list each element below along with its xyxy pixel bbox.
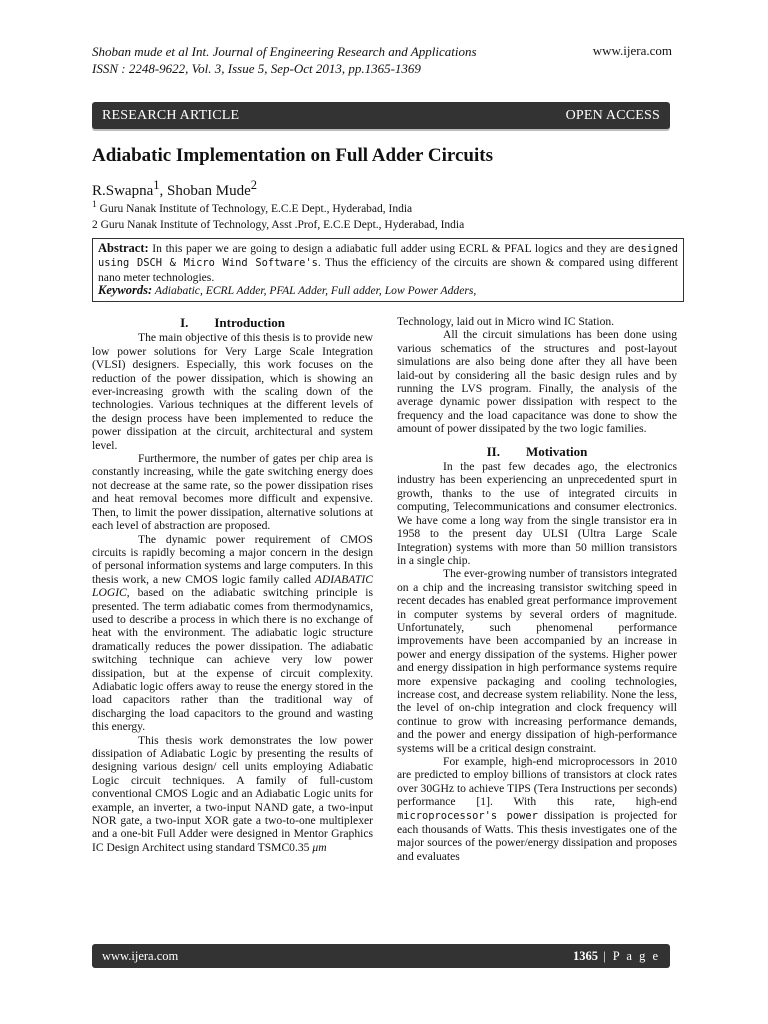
page-indicator: [573, 949, 660, 964]
author-separator: ,: [159, 183, 167, 199]
affiliation-1-text: Guru Nanak Institute of Technology, E.C.E Dept., Hyderabad, India: [96, 202, 413, 215]
intro-paragraph-1: The main objective of this thesis is to provide new low power solutions for Very Large Scale Integration (VLSI) designers. Especially, this work focuses on the reduction of the power dissipation, which is showing an ever-increasing growth with the scaling down of the technologies. Various techniques at the different levels of the design process have been implemented to reduce the power dissipation at the circuit, architectural and system level.: [92, 331, 373, 452]
page-number: 1365: [573, 948, 599, 963]
author-1-affil-mark: 1: [153, 178, 160, 192]
section-title: Introduction: [214, 315, 285, 330]
affiliation-1: [92, 197, 464, 217]
intro-p4-part-a: This thesis work demonstrates the low power dissipation of Adiabatic Logic by presenting the results of designing various design/ cell units employing Adiabatic Logic circuit techniques. A family of full-custom conventional CMOS Logic and an Adiabatic Logic units for example, an inverter, a two-input NAND gate, a two-input NOR gate, a two-input XOR gate a two-to-one multiplexer and a one-bit Full Adder were designed in Mentor Graphics IC Design Architect using standard TSMC0.35: [92, 733, 373, 854]
intro-continuation: Technology, laid out in Micro wind IC Station.: [397, 315, 615, 328]
journal-header: [92, 43, 572, 77]
section-title: Motivation: [525, 443, 588, 459]
access-type: OPEN ACCESS: [565, 107, 660, 123]
section-heading-introduction: [92, 316, 373, 329]
motivation-paragraph-2: The ever-growing number of transistors integrated on a chip and the increasing transistor switching speed in recent decades has enabled great performance improvement in computer systems by several orders of magnitude. Unfortunately, such phenomenal performance improvements have been accompanied by an increase in power and energy dissipation of the systems. Higher power and energy dissipation in high performance systems require more expensive packaging and cooling technologies, increase cost, and decrease system reliability. None the less, the level of on-chip integration and clock frequency will continue to grow with increasing performance demands, and the power and energy dissipation of high-performance systems will be a critical design constraint.: [397, 567, 677, 755]
page-label: | P a g e: [598, 948, 660, 963]
affiliations: [92, 197, 464, 233]
keywords-label: Keywords:: [98, 283, 153, 298]
abstract-box: [92, 238, 684, 302]
intro-paragraph-4: [92, 734, 373, 855]
intro-paragraph-2: Furthermore, the number of gates per chip area is constantly increasing, while the gate switching energy does not decrease at the same rate, so the power dissipation rises and heat removal becomes more difficult and expensive. Then, to limit the power dissipation, alternative solutions at each level of abstraction are proposed.: [92, 452, 373, 533]
article-banner: [92, 102, 670, 129]
keywords-text: Adiabatic, ECRL Adder, PFAL Adder, Full adder, Low Power Adders,: [152, 284, 477, 298]
abstract-text-mono: designed using DSCH & Micro Wind Software's: [98, 243, 678, 270]
motiv-p3-part-b: dissipation is projected for each thousands of Watts. This thesis investigates one of the major sources of the power/energy dissipation and proposes and evaluates: [397, 808, 677, 863]
journal-website[interactable]: www.ijera.com: [592, 43, 672, 58]
journal-citation: Shoban mude et al Int. Journal of Engineering Research and Applications: [92, 44, 477, 59]
left-column: [92, 315, 373, 854]
author-2-affil-mark: 2: [250, 178, 257, 192]
motiv-p3-mono: microprocessor's power: [397, 809, 538, 822]
section-number: I.: [180, 315, 189, 330]
intro-paragraph-5: All the circuit simulations has been done using various schematics of the structures and post-layout simulations are also being done after they all have been laid-out by considering all the basic design rules and by running the LVS program. Finally, the analysis of the average dynamic power dissipation with respect to the frequency and the load capacitance was done to show the amount of power dissipated by the two logic families.: [397, 328, 677, 436]
paper-title: Adiabatic Implementation on Full Adder Circuits: [92, 145, 493, 166]
abstract-label: Abstract:: [98, 241, 149, 255]
section-number: II.: [486, 443, 500, 459]
section-heading-motivation: [397, 445, 677, 458]
page-footer: [92, 944, 670, 968]
abstract-text-2: . Thus the efficiency of the circuits are shown & compared using different nano meter technologies.: [98, 256, 678, 284]
article-type: RESEARCH ARTICLE: [102, 107, 240, 123]
motivation-paragraph-3: [397, 755, 677, 863]
intro-p4-unit: μm: [312, 840, 327, 854]
abstract-text-1: In this paper we are going to design a adiabatic full adder using ECRL & PFAL logics and they are: [148, 242, 628, 255]
right-column: [397, 315, 677, 863]
intro-p3-part-a: The dynamic power requirement of CMOS circuits is rapidly becoming a major concern in the design of personal information systems and large computers. In this thesis work, a new CMOS logic family called: [92, 532, 373, 586]
journal-issn: ISSN : 2248-9622, Vol. 3, Issue 5, Sep-Oct 2013, pp.1365-1369: [92, 61, 421, 76]
author-1: R.Swapna: [92, 183, 154, 199]
intro-p3-emphasis: ADIABATIC LOGIC: [92, 572, 373, 600]
affiliation-1-mark: 1: [92, 199, 97, 210]
motivation-paragraph-1: In the past few decades ago, the electronics industry has been experiencing an unprecedented spurt in growth, thanks to the use of integrated circuits in computing, Telecommunications and consumer electronics. We have come a long way from the single transistor era in 1958 to the present day ULSI (Ultra Large Scale Integration) systems with more than 50 million transistors in a single chip.: [397, 460, 677, 567]
intro-paragraph-3: [92, 533, 373, 734]
affiliation-2: 2 Guru Nanak Institute of Technology, Asst .Prof, E.C.E Dept., Hyderabad, India: [92, 218, 465, 231]
intro-p3-part-b: , based on the adiabatic switching principle is presented. The term adiabatic comes from thermodynamics, used to describe a process in which there is no exchange of heat with the environment. The adiabatic logic structure dramatically reduces the power dissipation. The adiabatic switching technique can achieve very low power dissipation, but at the expense of circuit complexity. Adiabatic logic offers away to reuse the energy stored in the load capacitors rather than the traditional way of discharging the load capacitors to the ground and wasting this energy.: [92, 586, 373, 734]
motiv-p3-part-a: For example, high-end microprocessors in 2010 are predicted to employ billions of transistors at clock rates over 30GHz to achieve TIPS (Tera Instructions per seconds) performance [1]. With this rate, high-end: [397, 755, 677, 809]
footer-website[interactable]: www.ijera.com: [102, 948, 179, 963]
author-2: Shoban Mude: [167, 183, 251, 199]
